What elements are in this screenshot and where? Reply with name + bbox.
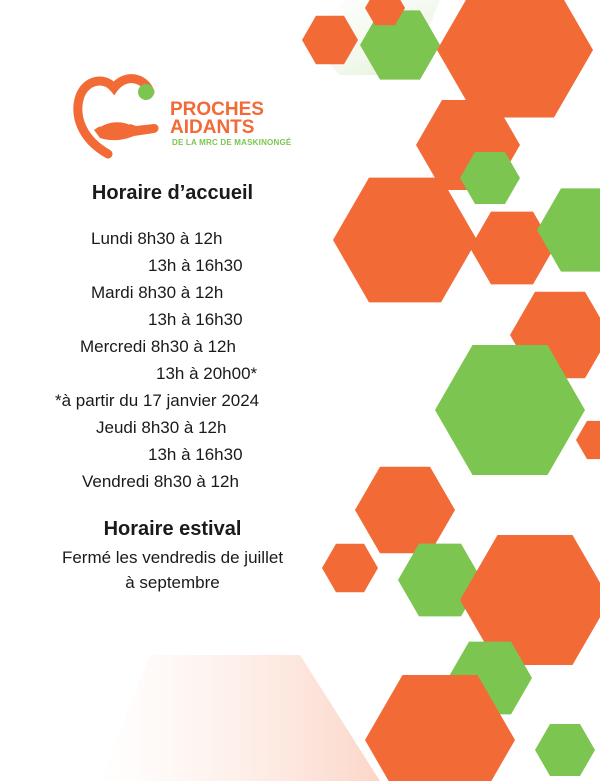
- schedule-line: 13h à 16h30: [148, 310, 243, 329]
- hexagon-shape: [355, 467, 455, 554]
- brand-subtitle: DE LA MRC DE MASKINONGÉ: [172, 138, 292, 147]
- schedule-line: 13h à 16h30: [148, 256, 243, 275]
- hexagon-shape: [437, 0, 593, 118]
- schedule-note: *à partir du 17 janvier 2024: [55, 391, 260, 410]
- schedule-line: Mercredi 8h30 à 12h: [80, 337, 236, 356]
- schedule-line: Lundi 8h30 à 12h: [91, 229, 223, 248]
- schedule-line: Mardi 8h30 à 12h: [91, 283, 224, 302]
- summer-title: Horaire estival: [103, 518, 242, 540]
- schedule-line: 13h à 16h30: [148, 445, 243, 464]
- schedule-title: Horaire d’accueil: [91, 182, 254, 204]
- schedule-line: Jeudi 8h30 à 12h: [96, 418, 227, 437]
- heart-hand-icon: [70, 66, 170, 166]
- brand-name-line2: AIDANTS: [170, 117, 255, 138]
- brand-name-line1: PROCHES: [170, 99, 264, 120]
- schedule-line: Vendredi 8h30 à 12h: [82, 472, 239, 491]
- hexagon-shape: [535, 724, 595, 776]
- schedule-line: 13h à 20h00*: [156, 364, 258, 383]
- summer-line: Fermé les vendredis de juillet: [61, 548, 284, 567]
- logo: [70, 66, 310, 166]
- faded-hexagon-bottom: [100, 655, 380, 781]
- summer-line: à septembre: [125, 573, 220, 592]
- hexagon-shape: [576, 421, 600, 459]
- hexagon-shape: [333, 178, 477, 303]
